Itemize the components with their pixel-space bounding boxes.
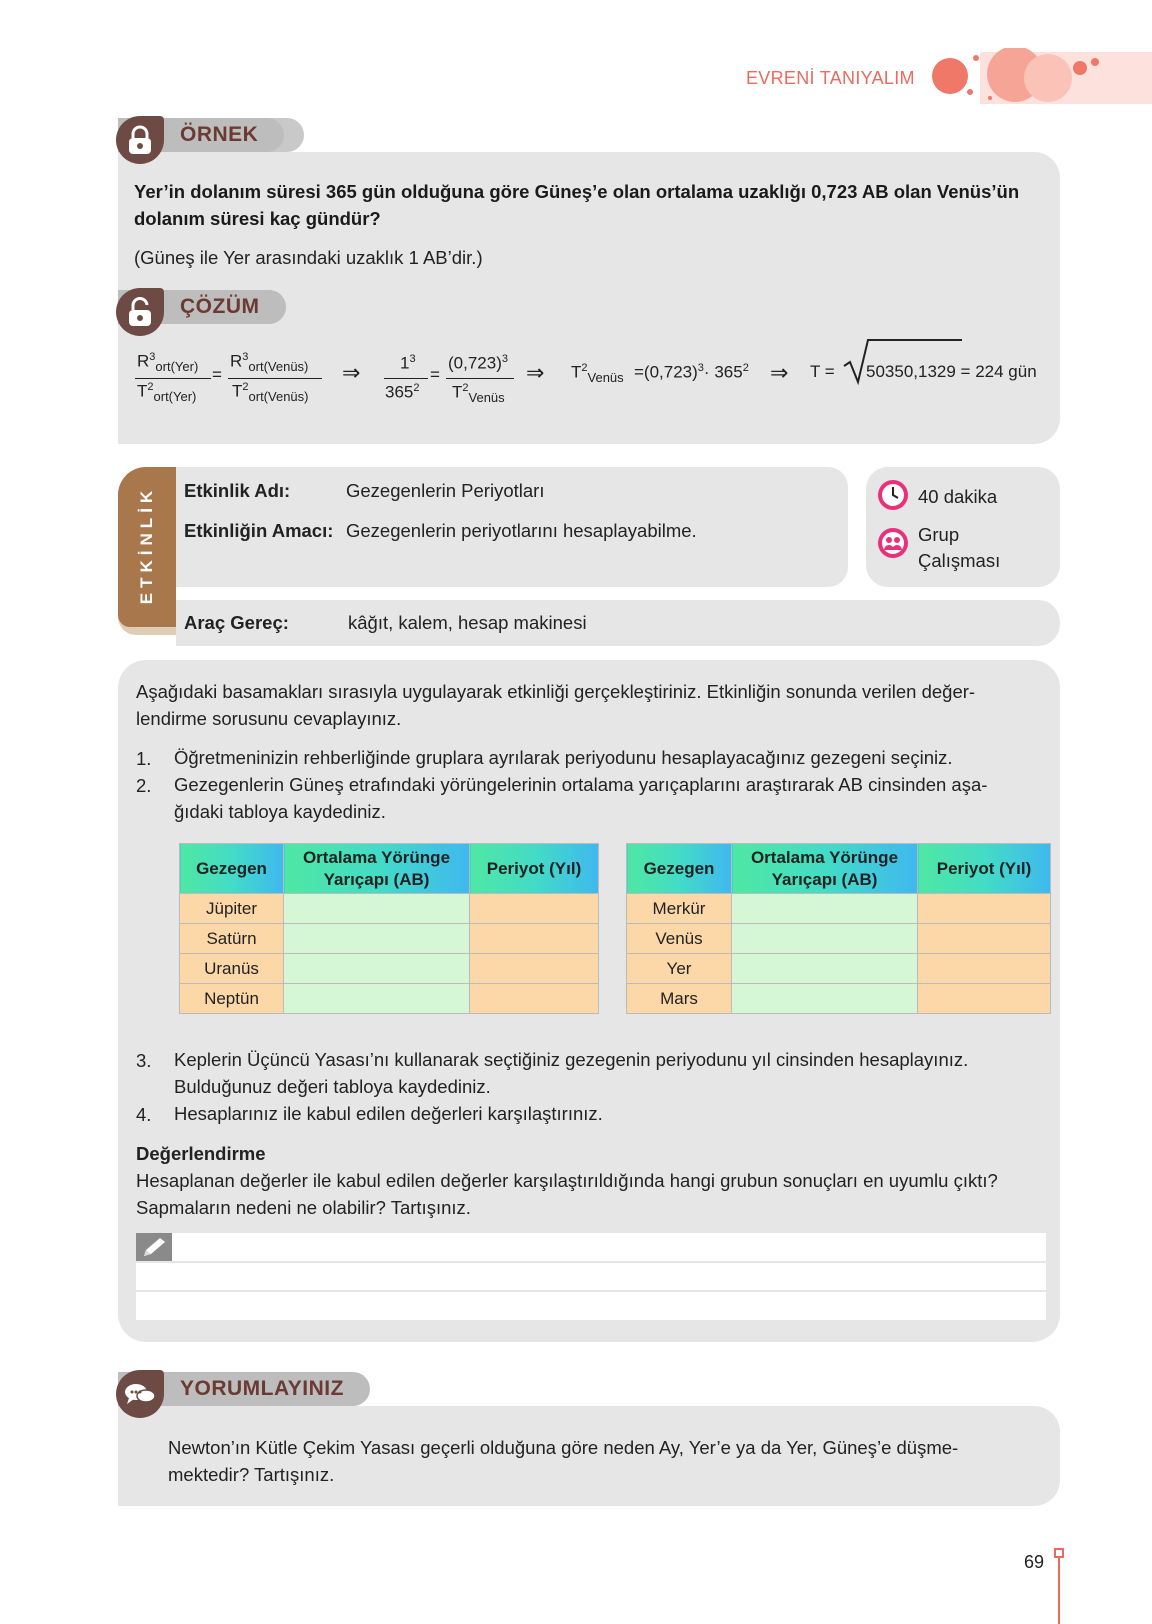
period-cell[interactable] <box>918 984 1051 1014</box>
planet-name: Yer <box>627 954 732 984</box>
period-cell[interactable] <box>470 954 599 984</box>
period-cell[interactable] <box>918 924 1051 954</box>
col-header-period: Periyot (Yıl) <box>918 844 1051 894</box>
step-number: 2. <box>136 775 152 796</box>
group-icon <box>876 526 910 560</box>
table-row <box>627 984 1051 1014</box>
formula-sup: 2 <box>742 362 749 374</box>
yorumlayiniz-line2: mektedir? Tartışınız. <box>168 1464 335 1485</box>
period-cell[interactable] <box>918 894 1051 924</box>
answer-line[interactable] <box>136 1233 1046 1261</box>
radius-cell[interactable] <box>284 984 470 1014</box>
table-row <box>180 894 599 924</box>
example-question: Yer’in dolanım süresi 365 gün olduğuna göre Güneş’e olan ortalama uzaklığı 0,723 AB olan Venüs’ün dolanım süresi kaç gündür? <box>134 181 1020 229</box>
step-number: 4. <box>136 1104 152 1125</box>
formula-sub: Venüs <box>468 390 505 406</box>
cozum-tab-label: ÇÖZÜM <box>118 290 286 324</box>
formula-text: T <box>571 362 582 382</box>
page-number: 69 <box>1024 1552 1045 1572</box>
activity-name-value: Gezegenlerin Periyotları <box>346 480 545 501</box>
activity-group-line1: Grup <box>918 524 960 545</box>
activity-name-label: Etkinlik Adı: <box>184 480 291 501</box>
formula-text: 365 <box>385 382 414 402</box>
period-cell[interactable] <box>470 984 599 1014</box>
unlock-icon <box>116 288 164 336</box>
formula-sub: Venüs <box>587 370 624 386</box>
formula-text: R <box>230 351 243 371</box>
etkinlik-side-label <box>118 470 176 620</box>
formula-dot: · <box>703 362 710 382</box>
formula-sub: ort(Venüs) <box>248 359 309 375</box>
planet-name: Mars <box>627 984 732 1014</box>
col-header-radius-l2: Yarıçapı (AB) <box>771 869 878 889</box>
formula-sup: 2 <box>581 362 588 374</box>
planet-table-left <box>179 843 599 1014</box>
activity-group-line2: Çalışması <box>918 550 1001 571</box>
formula-sub: ort(Yer) <box>153 389 197 405</box>
table-row <box>180 924 599 954</box>
header-decoration <box>920 48 1152 104</box>
yorumlayiniz-line1: Newton’ın Kütle Çekim Yasası geçerli olduğuna göre neden Ay, Yer’e ya da Yer, Güneş’e düşme- <box>168 1437 959 1458</box>
radius-cell[interactable] <box>732 924 918 954</box>
page-marker-square <box>1054 1548 1064 1558</box>
radius-cell[interactable] <box>732 954 918 984</box>
formula-sup: 3 <box>697 362 704 374</box>
planet-name: Venüs <box>627 924 732 954</box>
col-header-radius-l1: Ortalama Yörünge <box>750 847 899 867</box>
period-cell[interactable] <box>470 924 599 954</box>
col-header-radius <box>732 844 918 894</box>
radius-cell[interactable] <box>732 894 918 924</box>
radius-cell[interactable] <box>284 894 470 924</box>
formula-text: T <box>137 381 148 401</box>
pencil-icon <box>136 1233 172 1261</box>
formula-sub: ort(Venüs) <box>248 389 309 405</box>
radius-cell[interactable] <box>284 954 470 984</box>
formula-text: 50350,1329 <box>866 362 956 381</box>
tools-box <box>176 600 1060 646</box>
radius-cell[interactable] <box>284 924 470 954</box>
table-row <box>627 894 1051 924</box>
formula-equals: = <box>430 365 440 384</box>
tools-value: kâğıt, kalem, hesap makinesi <box>348 612 587 633</box>
evaluation-line1: Hesaplanan değerler ile kabul edilen değerler karşılaştırıldığında hangi grubun sonuçları en uyumlu çıktı? <box>136 1170 998 1191</box>
evaluation-title: Değerlendirme <box>136 1143 266 1164</box>
answer-line[interactable] <box>136 1263 1046 1290</box>
radius-cell[interactable] <box>732 984 918 1014</box>
formula-sup: 3 <box>409 353 416 365</box>
formula-equals: = <box>212 365 222 384</box>
table-row <box>180 954 599 984</box>
planet-name: Uranüs <box>180 954 284 984</box>
col-header-planet: Gezegen <box>180 844 284 894</box>
table-row <box>627 954 1051 984</box>
formula-sup: 2 <box>413 382 420 394</box>
planet-table-right <box>626 843 1051 1014</box>
step-text: Hesaplarınız ile kabul edilen değerleri karşılaştırınız. <box>174 1103 603 1124</box>
lock-icon <box>116 116 164 164</box>
etkinlik-side-text: ETKİNLİK <box>137 485 157 605</box>
formula-text: R <box>137 351 150 371</box>
answer-line[interactable] <box>136 1292 1046 1320</box>
formula-text: T <box>232 381 243 401</box>
step-number: 3. <box>136 1050 152 1071</box>
planet-name: Merkür <box>627 894 732 924</box>
implies-arrow: ⇒ <box>526 360 545 385</box>
intro-line2: lendirme sorusunu cevaplayınız. <box>136 708 402 729</box>
col-header-radius <box>284 844 470 894</box>
formula-text: 365 <box>709 362 743 382</box>
table-row <box>627 924 1051 954</box>
clock-icon <box>876 478 910 512</box>
step-text: ğıdaki tabloya kaydediniz. <box>174 801 386 822</box>
intro-line1: Aşağıdaki basamakları sırasıyla uygulayarak etkinliği gerçekleştiriniz. Etkinliğin sonunda verilen değer- <box>136 681 976 702</box>
planet-name: Jüpiter <box>180 894 284 924</box>
formula-text: T <box>452 382 463 402</box>
implies-arrow: ⇒ <box>342 360 361 385</box>
speech-bubbles-icon <box>116 1370 164 1418</box>
activity-time: 40 dakika <box>918 486 998 507</box>
period-cell[interactable] <box>918 954 1051 984</box>
col-header-radius-l1: Ortalama Yörünge <box>302 847 451 867</box>
formula-text: 1 <box>400 353 410 373</box>
ornek-tab-label: ÖRNEK <box>118 118 284 152</box>
formula-text: =(0,723) <box>634 362 698 382</box>
formula-sup: 2 <box>462 382 469 394</box>
yorumlayiniz-tab-label: YORUMLAYINIZ <box>118 1372 370 1406</box>
activity-aim-label: Etkinliğin Amacı: <box>184 520 334 541</box>
planet-name: Neptün <box>180 984 284 1014</box>
formula-sup: 3 <box>501 353 508 365</box>
step-text: Keplerin Üçüncü Yasası’nı kullanarak seçtiğiniz gezegenin periyodunu yıl cinsinden hesaplayınız. <box>174 1049 969 1070</box>
period-cell[interactable] <box>470 894 599 924</box>
step-text: Gezegenlerin Güneş etrafındaki yörüngelerinin ortalama yarıçaplarını araştırarak AB cinsinden aşa- <box>174 774 988 795</box>
step-text: Bulduğunuz değeri tabloya kaydediniz. <box>174 1076 491 1097</box>
formula-sup: 2 <box>147 381 154 393</box>
step-number: 1. <box>136 748 152 769</box>
implies-arrow: ⇒ <box>770 360 789 385</box>
formula-text: T = <box>810 362 835 381</box>
formula-sup: 3 <box>149 351 156 363</box>
formula-text: (0,723) <box>448 353 502 373</box>
formula-result: = 224 gün <box>955 362 1037 381</box>
col-header-radius-l2: Yarıçapı (AB) <box>323 869 430 889</box>
col-header-period: Periyot (Yıl) <box>470 844 599 894</box>
formula-sup: 3 <box>242 351 249 363</box>
chapter-title: EVRENİ TANIYALIM <box>746 68 915 88</box>
evaluation-line2: Sapmaların nedeni ne olabilir? Tartışınız. <box>136 1197 471 1218</box>
planet-name: Satürn <box>180 924 284 954</box>
step-text: Öğretmeninizin rehberliğinde gruplara ayrılarak periyodunu hesaplayacağınız gezegeni seçiniz. <box>174 747 953 768</box>
tools-label: Araç Gereç: <box>184 612 289 633</box>
col-header-planet: Gezegen <box>627 844 732 894</box>
formula-sub: ort(Yer) <box>155 359 199 375</box>
example-note: (Güneş ile Yer arasındaki uzaklık 1 AB’dir.) <box>134 247 483 268</box>
table-row <box>180 984 599 1014</box>
formula-sup: 2 <box>242 381 249 393</box>
page-marker-line <box>1058 1550 1060 1624</box>
activity-aim-value: Gezegenlerin periyotlarını hesaplayabilme. <box>346 520 697 541</box>
